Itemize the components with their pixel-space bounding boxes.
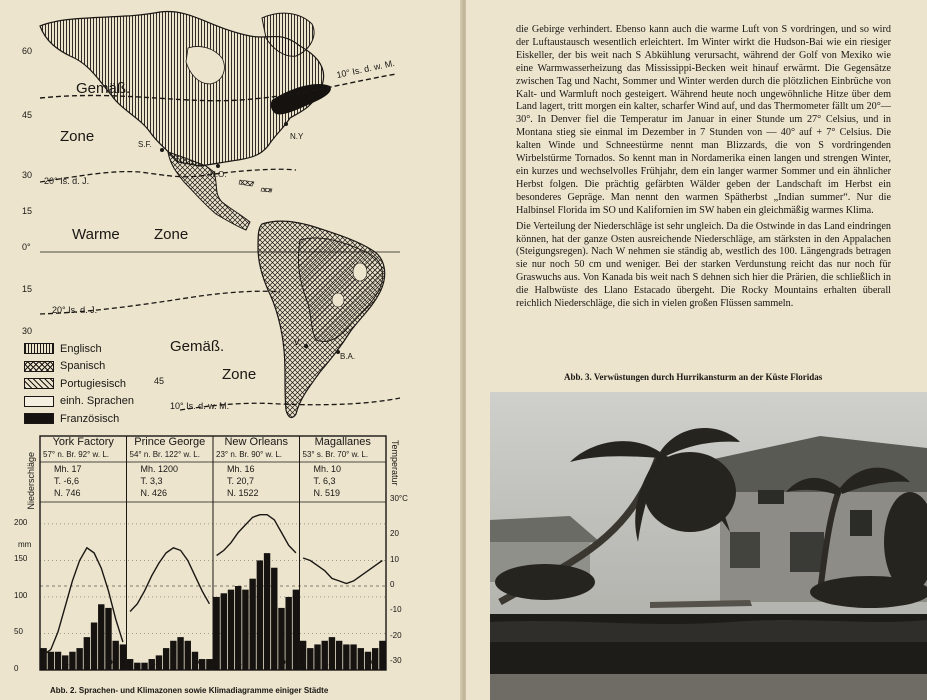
station-stat-mh: Mh. 1200 — [140, 464, 179, 474]
legend-label: Französisch — [60, 412, 120, 425]
station-coords: 53° s. Br. 70° w. L. — [302, 450, 369, 459]
temperature-curve — [130, 548, 209, 612]
precip-bar — [307, 648, 313, 670]
isotherm-tropic-south-label: 20° Is. d. J. — [52, 305, 98, 315]
month-label: J — [84, 658, 90, 667]
month-label: J — [344, 658, 349, 667]
precip-tick: 100 — [14, 590, 28, 600]
precip-bar — [314, 644, 320, 670]
precip-bar — [55, 652, 61, 670]
month-label: J — [171, 658, 176, 667]
legend-label: Spanisch — [60, 360, 106, 373]
month-label: O — [192, 658, 200, 667]
precip-bar — [141, 663, 147, 670]
precip-bar — [120, 644, 126, 670]
station-stat-n: N. 519 — [313, 488, 341, 498]
legend-item-portuguese — [24, 375, 174, 393]
french-swatch — [24, 413, 54, 424]
lat-15: 15 — [22, 206, 33, 216]
precip-tick: 200 — [14, 517, 28, 527]
mm-label: mm — [18, 540, 32, 549]
legend-item-native — [24, 393, 174, 411]
station-stat-t: T. 3,3 — [140, 476, 163, 486]
precip-bar — [379, 641, 385, 670]
station-name: Magallanes — [314, 436, 371, 448]
temp-tick: 0 — [390, 580, 395, 589]
isotherm-south-label: 10° Is. d. w. M. — [170, 401, 230, 411]
precip-bar — [293, 590, 299, 670]
month-label: A — [63, 658, 69, 667]
station-stat-mh: Mh. 17 — [54, 464, 82, 474]
legend-label: Englisch — [60, 342, 102, 355]
precip-bar — [156, 655, 162, 670]
precip-bar — [372, 648, 378, 670]
precip-bar — [242, 590, 248, 670]
station-stat-t: T. -6,6 — [54, 476, 80, 486]
lat-0: 0° — [22, 242, 31, 252]
city-new-york: N.Y — [290, 132, 304, 141]
month-label: J — [257, 658, 263, 667]
zone-label-warm-zone: Zone — [154, 226, 189, 243]
temp-tick: 10 — [390, 554, 399, 564]
figure-caption-3: Abb. 3. Verwüstungen durch Hurrikansturm an der Küste Floridas — [564, 372, 823, 382]
right-page — [466, 0, 927, 700]
lat-60: 60 — [22, 46, 33, 56]
temp-axis-title: Temperatur — [390, 440, 400, 486]
month-label: A — [322, 658, 329, 667]
precip-bar — [271, 568, 277, 670]
precip-tick: 0 — [14, 664, 19, 673]
legend-label: einh. Sprachen — [60, 395, 134, 408]
precip-bar — [358, 648, 364, 670]
precip-bar — [336, 641, 342, 670]
city-san-francisco: S.F. — [138, 140, 152, 149]
station-stat-t: T. 6,3 — [313, 476, 336, 486]
zone-label-temperate-north: Gemäß. — [76, 80, 131, 97]
precip-bar — [69, 652, 75, 670]
temperature-curve — [303, 558, 382, 584]
precip-bar — [91, 623, 97, 670]
precip-bar — [185, 641, 191, 670]
english-swatch — [24, 343, 54, 354]
zone-label-warm: Warme — [72, 226, 120, 243]
legend-item-french — [24, 410, 174, 428]
month-label: A — [236, 658, 242, 667]
unit-celsius: 30°C — [390, 494, 408, 503]
precip-axis-title: Niederschläge — [26, 452, 36, 510]
month-label: J — [301, 658, 306, 667]
precip-bar — [48, 652, 54, 670]
precip-bar — [98, 604, 104, 670]
temp-tick: -10 — [390, 605, 402, 615]
precip-bar — [285, 597, 291, 670]
month-label: O — [106, 658, 113, 667]
precip-bar — [177, 637, 183, 670]
city-valparaiso: V. — [294, 338, 301, 347]
station-name: York Factory — [52, 436, 114, 448]
station-coords: 23° n. Br. 90° w. L. — [216, 450, 282, 459]
city-new-orleans: N.O. — [210, 170, 227, 179]
month-label: J — [214, 658, 220, 667]
climate-diagrams — [0, 432, 462, 682]
precip-bar — [228, 590, 234, 670]
station-name: Prince George — [134, 436, 206, 448]
portuguese-swatch — [24, 378, 54, 389]
precip-bar — [249, 579, 255, 670]
precip-bar — [257, 560, 263, 670]
month-label: O — [365, 658, 373, 667]
paragraph-climate: die Gebirge verhindert. Ebenso kann auch die warme Luft von S vordringen, und so wird der Luftaustausch wesentlich erleichtert. Im Winter wirkt die Hudson-Bai wie ein riesiger Eiskeller, der bis weit nach S Abkühlung verursacht, während der Golf von Mexiko wie eine Warmwasserheizung das Mississippi-Becken weit hinauf erwärmt. Die Gegensätze zwischen Tag und Nacht, Sommer und Winter werden durch die plötzlichen Einbrüche von Kalt- und Warmluft noch gesteigert. Während heute noch ungewöhnliche Hitze über dem Land lagert, tritt morgen ein kalter, scharfer Wind auf, und das Thermometer fällt um 20°—30°. In Denver fiel die Temperatur im Januar in einer Stunde um 27° Celsius, und in Montana stieg sie einmal im Dezember in 7 Stunden von — 40° auf + 7° Celsius. Die kalten Winde und Schneestürme nennt man Blizzards, die von S vordringenden Wirbelstürme Tornados. So kennt man in Nordamerika einen langen und strengen Winter, ein kurzes und wechselvolles Frühjahr, dem ein langer warmer Sommer und ein ähnlicher Herbst folgen. Die prächtig gefärbten Wälder geben der Landschaft im Herbst ein besonderes Gepräge. Man nennt den warmen Spätherbst „Indian summer“. Nur die Halbinsel Florida im SO und Kalifornien im SW haben ein gleichmäßig warmes Klima. — [516, 24, 891, 216]
precip-bar — [221, 593, 227, 670]
precip-bar — [206, 659, 212, 670]
precip-bar — [163, 648, 169, 670]
figure-caption-2: Abb. 2. Sprachen- und Klimazonen sowie Klimadiagramme einiger Städte — [50, 686, 329, 695]
station-name: New Orleans — [224, 436, 289, 448]
precip-tick: 150 — [14, 554, 28, 564]
city-buenos-aires: B.A. — [340, 352, 356, 361]
temp-tick: -20 — [390, 630, 402, 640]
precip-bar — [264, 553, 270, 670]
precip-bar — [350, 644, 356, 670]
station-coords: 57° n. Br. 92° w. L. — [43, 450, 109, 459]
hurricane-photo-drawing — [490, 392, 927, 700]
month-label: A — [149, 658, 156, 667]
map-legend — [24, 340, 174, 428]
lat-45: 45 — [22, 110, 33, 120]
legend-item-english — [24, 340, 174, 358]
station-stat-mh: Mh. 10 — [313, 464, 342, 474]
lat-45-south: 45 — [154, 376, 165, 386]
temp-tick: -30 — [390, 656, 402, 666]
isotherm-north-label: 10° Is. d. w. M. — [335, 57, 396, 81]
paragraph-precipitation: Die Verteilung der Niederschläge ist sehr ungleich. Da die Ostwinde in das Land eindringen können, hat der ganze Osten ausreichende Niederschläge, am stärksten in den Appalachen (Steigungsregen). Nach W nehmen sie ständig ab, westlich des 100. Längengrads betragen sie nur noch 50 cm und weniger. Bei der starken Verdunstung reicht das nur noch für Graswuchs aus. Von Kanada bis weit nach S dehnen sich hier die Prärien, die schließlich in die Halbwüste des Llano Estacado übergeht. Die Rocky Mountains erhalten überall reichlich Niederschläge, die sich in vielen großen Flüssen sammeln. — [516, 220, 891, 310]
temp-tick: 20 — [390, 529, 399, 539]
station-stat-n: N. 1522 — [227, 488, 259, 498]
lat-30: 30 — [22, 170, 33, 180]
precip-bar — [199, 659, 205, 670]
station-stat-n: N. 746 — [54, 488, 81, 498]
month-label: O — [279, 658, 286, 667]
precip-bar — [76, 648, 82, 670]
precip-bar — [112, 641, 118, 670]
month-label: J — [41, 658, 47, 667]
lat-30-south: 30 — [22, 326, 33, 336]
station-stat-t: T. 20,7 — [227, 476, 255, 486]
station-coords: 54° n. Br. 122° w. L. — [129, 450, 200, 459]
native-swatch — [24, 396, 54, 407]
legend-label: Portugiesisch — [60, 377, 127, 390]
language-climate-map — [0, 0, 462, 432]
station-stat-n: N. 426 — [140, 488, 168, 498]
temperature-curve — [217, 515, 296, 556]
isotherm-tropic-north-label: 20° Is. d. J. — [44, 176, 90, 186]
zone-label-zone-north: Zone — [60, 128, 95, 145]
legend-item-spanish — [24, 358, 174, 376]
month-label: J — [128, 658, 133, 667]
lat-15-south: 15 — [22, 284, 33, 294]
precip-bar — [134, 663, 140, 670]
left-page — [0, 0, 462, 700]
hurricane-photo — [490, 392, 927, 700]
zone-label-temperate-south: Gemäß. — [170, 338, 225, 355]
precip-tick: 50 — [14, 627, 23, 637]
precip-bar — [329, 637, 335, 670]
station-stat-mh: Mh. 16 — [227, 464, 255, 474]
body-text — [516, 24, 891, 314]
zone-label-zone-south: Zone — [222, 366, 257, 383]
spanish-swatch — [24, 361, 54, 372]
